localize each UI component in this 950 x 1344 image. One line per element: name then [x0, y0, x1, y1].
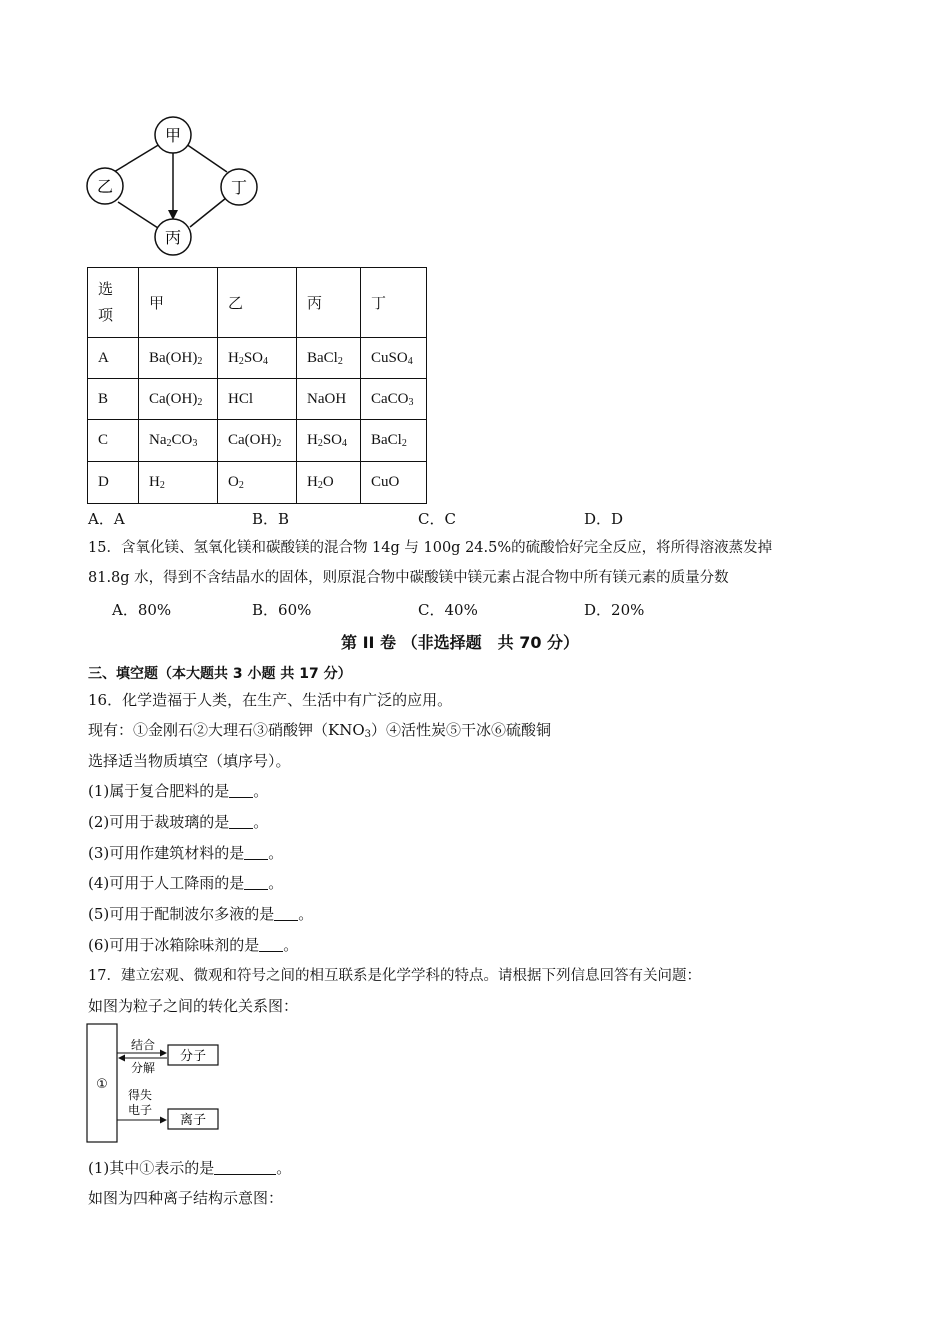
answer-blank[interactable] — [274, 906, 298, 921]
q15-choice-b: B．60% — [252, 601, 312, 619]
particle-diagram — [86, 1022, 226, 1146]
q16-item-5: (5)可用于配制波尔多液的是 。 — [88, 905, 314, 923]
q16-item-2: (2)可用于裁玻璃的是 。 — [88, 813, 269, 831]
header-jia: 甲 — [139, 268, 218, 338]
header-ding: 丁 — [361, 268, 427, 338]
decompose-label: 分解 — [130, 1061, 156, 1075]
answer-blank[interactable] — [229, 814, 253, 829]
options-table — [87, 267, 427, 504]
electron-label: 电子 — [127, 1103, 153, 1117]
q15-choice-c: C．40% — [418, 601, 478, 619]
q14-choice-d: D．D — [584, 510, 624, 528]
q14-choice-c: C．C — [418, 510, 456, 528]
q15-line2: 81.8g 水，得到不含结晶水的固体，则原混合物中碳酸镁中镁元素占混合物中所有镁元素的质量分数 — [88, 570, 729, 586]
header-bing: 丙 — [297, 268, 361, 338]
answer-blank[interactable] — [229, 783, 253, 798]
particle-box-label: ① — [96, 1077, 108, 1092]
answer-blank[interactable] — [244, 845, 268, 860]
q16-instruction: 选择适当物质填空（填序号）。 — [88, 752, 291, 770]
q14-choice-b: B．B — [252, 510, 290, 528]
node-bing: 丙 — [164, 228, 182, 247]
answer-blank[interactable] — [214, 1160, 276, 1175]
gain-lose-label: 得失 — [127, 1088, 153, 1102]
node-yi: 乙 — [96, 177, 114, 196]
q16-item-4: (4)可用于人工降雨的是 。 — [88, 874, 284, 892]
table-row: B $Ca(OH)_2$ HCl NaOH CaCO$_3$ — [88, 379, 427, 420]
header-option: 选 项 — [88, 268, 139, 338]
header-yi: 乙 — [218, 268, 297, 338]
table-row: C $Na_2CO_3$ $Ca(OH)_2$ $H_2SO_4$ BaCl$_2$ — [88, 420, 427, 462]
answer-blank[interactable] — [244, 875, 268, 890]
table-row: A $Ba(OH)_2$ $H_2SO_4$ BaCl$_2$ CuSO$_4$ — [88, 338, 427, 379]
ion-label: 离子 — [179, 1113, 207, 1128]
answer-blank[interactable] — [259, 937, 283, 952]
q15-choice-d: D．20% — [584, 601, 645, 619]
q16-item-6: (6)可用于冰箱除味剂的是 。 — [88, 936, 299, 954]
q16-stem: 16．化学造福于人类，在生产、生活中有广泛的应用。 — [88, 691, 453, 709]
node-ding: 丁 — [230, 178, 248, 197]
q17-item-1: (1)其中①表示的是 。 — [88, 1159, 292, 1177]
node-jia: 甲 — [164, 126, 182, 145]
q14-choice-a: A．A — [88, 510, 125, 528]
part2-title: 第 II 卷 （非选择题 共 70 分） — [341, 633, 580, 652]
relation-diagram — [80, 110, 270, 260]
q16-item-1: (1)属于复合肥料的是 。 — [88, 782, 269, 800]
q17-fig1-caption: 如图为粒子之间的转化关系图： — [88, 997, 299, 1015]
table-row: D $H_2$ $O_2$ $H_2O$ CuO — [88, 462, 427, 504]
combine-label: 结合 — [130, 1038, 156, 1052]
q15-line1: 15．含氧化镁、氢氧化镁和碳酸镁的混合物 14g 与 100g 24.5%的硫酸恰好完全反应，将所得溶液蒸发掉 — [88, 540, 773, 556]
table-header-row — [88, 268, 427, 338]
section3-title: 三、填空题（本大题共 3 小题 共 17 分） — [88, 666, 352, 682]
q16-materials: 现有：①金刚石②大理石③硝酸钾$(KNO_3)④$活性炭⑤干冰⑥硫酸铜 — [88, 721, 552, 740]
q17-stem: 17．建立宏观、微观和符号之间的相互联系是化学学科的特点。请根据下列信息回答有关问题： — [88, 968, 701, 984]
q17-fig2-caption: 如图为四种离子结构示意图： — [88, 1189, 284, 1207]
q15-choice-a: A．80% — [112, 601, 172, 619]
molecule-label: 分子 — [179, 1049, 207, 1064]
q16-item-3: (3)可用作建筑材料的是 。 — [88, 844, 284, 862]
